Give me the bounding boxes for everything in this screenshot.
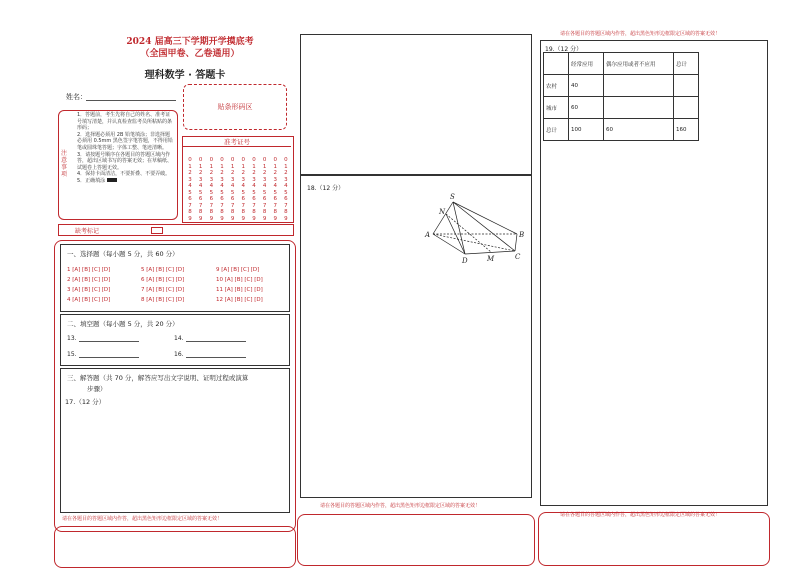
- admission-digit-bubble[interactable]: 0: [273, 157, 277, 163]
- admission-digit-bubble[interactable]: 6: [220, 196, 224, 202]
- admission-digit-bubble[interactable]: 6: [230, 196, 235, 202]
- q18-area[interactable]: [300, 174, 532, 498]
- fill-section-title: 二、填空题（每小题 5 分，共 20 分）: [67, 320, 179, 328]
- admission-digit-bubble[interactable]: 4: [230, 183, 235, 189]
- admission-digit-bubble[interactable]: 5: [241, 189, 246, 196]
- admission-digit-bubble[interactable]: 4: [273, 183, 277, 189]
- admission-digit-bubble[interactable]: 2: [198, 170, 203, 176]
- admission-digit-bubble[interactable]: 3: [262, 176, 267, 183]
- point-s: S: [450, 193, 455, 201]
- admission-digit-bubble[interactable]: 5: [273, 189, 277, 196]
- admission-digit-bubble[interactable]: 9: [230, 215, 235, 222]
- admission-digit-bubble[interactable]: 4: [209, 183, 214, 189]
- choice-section-title: 一、选择题（每小题 5 分，共 60 分）: [67, 250, 179, 258]
- admission-digit-bubble[interactable]: 6: [188, 196, 192, 202]
- admission-digit-bubble[interactable]: 1: [188, 163, 192, 170]
- q19-table: [543, 52, 699, 141]
- table-row: [544, 97, 699, 119]
- admission-digit-column[interactable]: [218, 157, 226, 222]
- admission-digit-bubble[interactable]: 2: [273, 170, 277, 176]
- admission-digit-bubble[interactable]: 6: [262, 196, 267, 202]
- admission-digit-bubble[interactable]: 5: [284, 189, 288, 196]
- admission-digit-bubble[interactable]: 1: [198, 163, 203, 170]
- exam-title: 2024 届高三下学期开学摸底考: [126, 37, 254, 47]
- admission-digit-bubble[interactable]: 7: [188, 202, 192, 209]
- admission-digit-bubble[interactable]: 3: [230, 176, 235, 183]
- admission-digit-bubble[interactable]: 7: [284, 202, 288, 209]
- admission-digit-bubble[interactable]: 7: [273, 202, 277, 209]
- admission-digit-column[interactable]: [229, 157, 237, 222]
- admission-digit-bubble[interactable]: 3: [220, 176, 224, 183]
- admission-digit-bubble[interactable]: 1: [241, 163, 246, 170]
- blank-16-label: 16.: [174, 351, 184, 358]
- admission-digit-bubble[interactable]: 0: [284, 157, 288, 163]
- choice-row[interactable]: 7 [A] [B] [C] [D]: [141, 287, 185, 293]
- table-row: [544, 53, 699, 75]
- point-a: A: [425, 231, 431, 239]
- q17-label: 17.（12 分）: [65, 398, 106, 406]
- admission-digit-bubble[interactable]: 6: [198, 196, 203, 202]
- admission-digit-bubble[interactable]: 7: [209, 202, 214, 209]
- admission-digit-bubble[interactable]: 4: [284, 183, 288, 189]
- solution-section-title: 三、解答题（共 70 分，解答应写出文字说明、证明过程或演算: [67, 374, 249, 382]
- admission-digit-bubble[interactable]: 8: [241, 209, 246, 215]
- admission-digit-bubble[interactable]: 9: [252, 215, 256, 222]
- right-bottom-frame: [538, 512, 770, 566]
- table-cell: 经常应用: [569, 53, 604, 75]
- exam-subtitle: （全国甲卷、乙卷通用）: [140, 49, 240, 59]
- point-m: M: [487, 255, 495, 263]
- table-cell: 60: [569, 97, 604, 119]
- admission-digit-bubble[interactable]: 4: [262, 183, 267, 189]
- admission-digit-bubble[interactable]: 5: [188, 189, 192, 196]
- admission-digit-columns: [186, 157, 290, 222]
- warning-right-top: 请在各题目的答题区域内作答，超出黑色矩形边框限定区域的答案无效！: [560, 31, 721, 37]
- absent-mark-row: [58, 224, 294, 236]
- admission-digit-bubble[interactable]: 0: [209, 157, 214, 163]
- admission-digit-bubble[interactable]: 2: [262, 170, 267, 176]
- admission-digit-bubble[interactable]: 1: [262, 163, 267, 170]
- admission-digit-bubble[interactable]: 8: [252, 209, 256, 215]
- admission-digit-bubble[interactable]: 6: [241, 196, 246, 202]
- admission-digit-bubble[interactable]: 3: [198, 176, 203, 183]
- card-title: 理科数学 · 答题卡: [144, 70, 226, 81]
- solution-section-title-cont: 步骤）: [87, 385, 107, 393]
- admission-digit-bubble[interactable]: 4: [241, 183, 246, 189]
- blank-13-label: 13.: [67, 335, 77, 342]
- admission-digit-bubble[interactable]: 5: [209, 189, 214, 196]
- q19-area[interactable]: [540, 40, 768, 506]
- point-b: B: [519, 231, 525, 239]
- choice-row[interactable]: 9 [A] [B] [C] [D]: [216, 267, 260, 273]
- admission-digit-bubble[interactable]: 0: [262, 157, 267, 163]
- admission-digit-bubble[interactable]: 2: [252, 170, 256, 176]
- admission-digit-bubble[interactable]: 8: [198, 209, 203, 215]
- admission-digit-column[interactable]: [207, 157, 215, 222]
- admission-digit-bubble[interactable]: 6: [273, 196, 277, 202]
- admission-digit-bubble[interactable]: 9: [220, 215, 224, 222]
- admission-digit-bubble[interactable]: 1: [252, 163, 256, 170]
- choice-col-3: [216, 267, 263, 307]
- blank-14-label: 14.: [174, 335, 184, 342]
- choice-section: [60, 244, 290, 312]
- table-cell: 偶尔应用或者不应用: [604, 53, 674, 75]
- blank-14-field[interactable]: [186, 341, 246, 342]
- blank-15-label: 15.: [67, 351, 77, 358]
- admission-digit-bubble[interactable]: 8: [262, 209, 267, 215]
- point-n: N: [439, 208, 446, 216]
- notes-label: 注意事项: [61, 150, 68, 178]
- admission-digit-column[interactable]: [186, 157, 194, 222]
- note-item: 4．保持卡面清洁，不要折叠、不要弄破。: [77, 171, 171, 178]
- admission-digit-bubble[interactable]: 7: [198, 202, 203, 209]
- admission-digit-bubble[interactable]: 9: [284, 215, 288, 222]
- table-cell: 100: [569, 119, 604, 141]
- choice-row[interactable]: 3 [A] [B] [C] [D]: [67, 287, 111, 293]
- admission-digit-bubble[interactable]: 9: [198, 215, 203, 222]
- table-cell: 农村: [544, 75, 569, 97]
- absent-mark-label: 缺考标记: [75, 228, 100, 235]
- point-d: D: [462, 257, 468, 265]
- choice-row[interactable]: 11 [A] [B] [C] [D]: [216, 287, 263, 293]
- warning-left: 请在各题目的答题区域内作答，超出黑色矩形边框限定区域的答案无效！: [62, 516, 223, 522]
- solution-section: [60, 368, 290, 513]
- note-item: 3．请按题号顺序在各题目的答题区域内作答，超出区域书写的答案无效；在草稿纸、试题卷上答题无效。: [77, 151, 173, 171]
- admission-digit-bubble[interactable]: 1: [209, 163, 214, 170]
- admission-digit-bubble[interactable]: 2: [284, 170, 288, 176]
- choice-row[interactable]: 8 [A] [B] [C] [D]: [141, 297, 185, 303]
- admission-digit-column[interactable]: [197, 157, 205, 222]
- filled-sample-mark: [107, 178, 117, 182]
- admission-digit-bubble[interactable]: 7: [220, 202, 224, 209]
- admission-digit-bubble[interactable]: 0: [230, 157, 235, 163]
- warning-right-bottom: 请在各题目的答题区域内作答，超出黑色矩形边框限定区域的答案无效！: [560, 512, 721, 518]
- table-cell: [604, 97, 674, 119]
- admission-digit-bubble[interactable]: 9: [241, 215, 246, 222]
- admission-digit-bubble[interactable]: 1: [284, 163, 288, 170]
- admission-digit-bubble[interactable]: 8: [273, 209, 277, 215]
- admission-digit-bubble[interactable]: 2: [241, 170, 246, 176]
- admission-digit-bubble[interactable]: 9: [273, 215, 277, 222]
- table-cell: 60: [604, 119, 674, 141]
- middle-bottom-frame: [297, 514, 535, 566]
- table-cell: 总计: [544, 119, 569, 141]
- admission-digit-bubble[interactable]: 5: [220, 189, 224, 196]
- admission-digit-bubble[interactable]: 9: [262, 215, 267, 222]
- admission-digit-bubble[interactable]: 0: [252, 157, 256, 163]
- admission-digit-bubble[interactable]: 2: [230, 170, 235, 176]
- admission-digit-bubble[interactable]: 2: [220, 170, 224, 176]
- table-cell: [674, 97, 699, 119]
- admission-digit-row[interactable]: [183, 146, 291, 156]
- admission-digit-bubble[interactable]: 1: [220, 163, 224, 170]
- admission-digit-bubble[interactable]: 4: [220, 183, 224, 189]
- admission-digit-bubble[interactable]: 7: [262, 202, 267, 209]
- name-label: 姓名：: [66, 93, 87, 101]
- admission-digit-bubble[interactable]: 7: [230, 202, 235, 209]
- table-row: [544, 75, 699, 97]
- absent-mark-box[interactable]: [151, 227, 163, 234]
- choice-row[interactable]: 1 [A] [B] [C] [D]: [67, 267, 111, 273]
- point-c: C: [515, 253, 521, 261]
- blank-15-field[interactable]: [79, 357, 139, 358]
- admission-digit-bubble[interactable]: 8: [209, 209, 214, 215]
- table-cell: 160: [674, 119, 699, 141]
- choice-row[interactable]: 10 [A] [B] [C] [D]: [216, 277, 263, 283]
- admission-digit-bubble[interactable]: 3: [252, 176, 256, 183]
- admission-digit-column[interactable]: [271, 157, 279, 222]
- admission-digit-bubble[interactable]: 6: [209, 196, 214, 202]
- admission-digit-bubble[interactable]: 3: [209, 176, 214, 183]
- choice-row[interactable]: 6 [A] [B] [C] [D]: [141, 277, 185, 283]
- admission-digit-bubble[interactable]: 2: [209, 170, 214, 176]
- admission-digit-bubble[interactable]: 2: [188, 170, 192, 176]
- admission-digit-bubble[interactable]: 7: [252, 202, 256, 209]
- admission-digit-bubble[interactable]: 3: [241, 176, 246, 183]
- q18-pyramid-figure: [421, 190, 531, 270]
- admission-digit-bubble[interactable]: 6: [284, 196, 288, 202]
- admission-digit-bubble[interactable]: 1: [230, 163, 235, 170]
- admission-digit-bubble[interactable]: 5: [230, 189, 235, 196]
- admission-digit-bubble[interactable]: 5: [198, 189, 203, 196]
- admission-digit-bubble[interactable]: 0: [220, 157, 224, 163]
- note-item: 2．选择题必须用 2B 铅笔填涂；非选择题必须用 0.5mm 黑色签字笔答题，不得用铅笔或圆珠笔答题；字体工整、笔迹清晰。: [77, 131, 173, 151]
- table-cell: [674, 75, 699, 97]
- admission-digit-bubble[interactable]: 0: [241, 157, 246, 163]
- admission-digit-bubble[interactable]: 3: [284, 176, 288, 183]
- fill-section: [60, 314, 290, 366]
- admission-digit-bubble[interactable]: 3: [273, 176, 277, 183]
- barcode-area: [183, 84, 287, 130]
- admission-digit-bubble[interactable]: 1: [273, 163, 277, 170]
- notes-list: [77, 112, 173, 185]
- admission-digit-bubble[interactable]: 8: [284, 209, 288, 215]
- warning-middle: 请在各题目的答题区域内作答，超出黑色矩形边框限定区域的答案无效！: [320, 503, 481, 509]
- choice-row[interactable]: 4 [A] [B] [C] [D]: [67, 297, 111, 303]
- admission-digit-bubble[interactable]: 9: [209, 215, 214, 222]
- choice-row[interactable]: 5 [A] [B] [C] [D]: [141, 267, 185, 273]
- choice-col-2: [141, 267, 184, 307]
- name-field[interactable]: [86, 100, 176, 101]
- admission-digit-bubble[interactable]: 0: [188, 157, 192, 163]
- table-cell: [604, 75, 674, 97]
- table-cell: 总计: [674, 53, 699, 75]
- admission-digit-column[interactable]: [261, 157, 269, 222]
- table-cell: [544, 53, 569, 75]
- admission-digit-bubble[interactable]: 0: [198, 157, 203, 163]
- table-cell: 40: [569, 75, 604, 97]
- admission-digit-bubble[interactable]: 4: [252, 183, 256, 189]
- admission-digit-bubble[interactable]: 5: [262, 189, 267, 196]
- admission-digit-column[interactable]: [250, 157, 258, 222]
- barcode-label: 贴条形码区: [217, 103, 253, 111]
- admission-digit-column[interactable]: [239, 157, 247, 222]
- admission-digit-bubble[interactable]: 7: [241, 202, 246, 209]
- choice-row[interactable]: 12 [A] [B] [C] [D]: [216, 297, 263, 303]
- admission-digit-column[interactable]: [282, 157, 290, 222]
- admission-number-title: 准考证号: [224, 138, 250, 146]
- q17-answer-area[interactable]: [65, 409, 283, 507]
- table-cell: 城市: [544, 97, 569, 119]
- admission-digit-bubble[interactable]: 3: [188, 176, 192, 183]
- admission-digit-bubble[interactable]: 5: [252, 189, 256, 196]
- q19-label: 19.（12 分）: [545, 46, 583, 53]
- q18-label: 18.（12 分）: [307, 185, 345, 192]
- table-row: [544, 119, 699, 141]
- choice-col-1: [67, 267, 110, 307]
- admission-digit-bubble[interactable]: 8: [188, 209, 192, 215]
- blank-13-field[interactable]: [79, 341, 139, 342]
- admission-digit-bubble[interactable]: 6: [252, 196, 256, 202]
- choice-row[interactable]: 2 [A] [B] [C] [D]: [67, 277, 111, 283]
- note-item: 5．正确填涂: [77, 178, 173, 185]
- admission-digit-bubble[interactable]: 4: [188, 183, 192, 189]
- note-item: 1．答题前，考生先将自己的姓名、准考证号填写清楚，并认真检查监考员所粘贴的条形码；: [77, 112, 173, 132]
- admission-digit-bubble[interactable]: 9: [188, 215, 192, 222]
- admission-digit-bubble[interactable]: 8: [230, 209, 235, 215]
- admission-digit-bubble[interactable]: 4: [198, 183, 203, 189]
- q17-continued-area[interactable]: [300, 34, 532, 176]
- blank-16-field[interactable]: [186, 357, 246, 358]
- admission-digit-bubble[interactable]: 8: [220, 209, 224, 215]
